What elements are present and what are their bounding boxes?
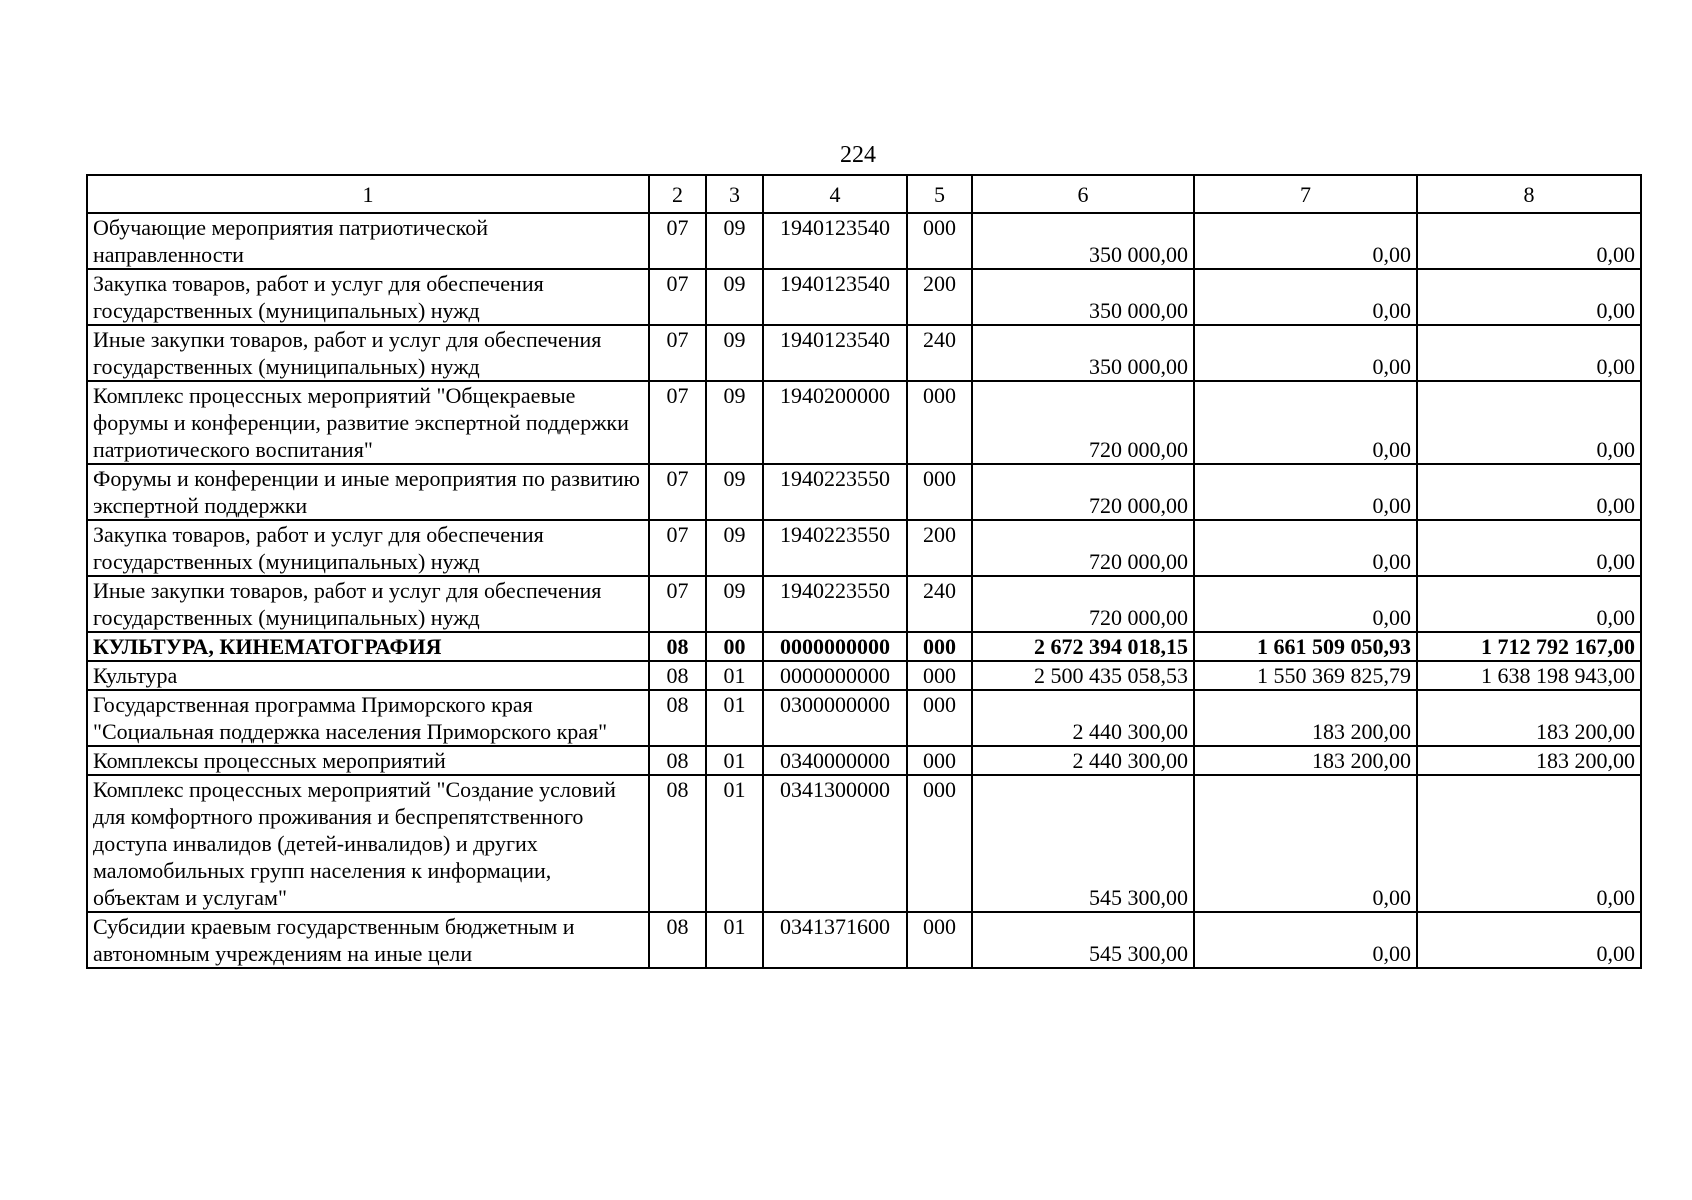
table-row [87, 325, 1641, 381]
target-article-code: 0341300000 [763, 775, 907, 912]
amount-col-6: 350 000,00 [972, 269, 1194, 325]
amount-col-6: 2 500 435 058,53 [972, 661, 1194, 690]
table-row [87, 213, 1641, 269]
amount-col-6: 350 000,00 [972, 325, 1194, 381]
section-code: 07 [649, 381, 706, 464]
column-number: 4 [763, 175, 907, 213]
table-row [87, 632, 1641, 661]
subsection-code: 01 [706, 775, 763, 912]
table-row [87, 520, 1641, 576]
amount-col-8: 1 712 792 167,00 [1417, 632, 1641, 661]
section-code: 08 [649, 775, 706, 912]
section-code: 08 [649, 690, 706, 746]
row-name: Иные закупки товаров, работ и услуг для обеспечения государственных (муниципальных) нужд [87, 576, 649, 632]
amount-col-7: 0,00 [1194, 520, 1417, 576]
expense-type-code: 000 [907, 464, 972, 520]
section-code: 07 [649, 325, 706, 381]
amount-col-7: 0,00 [1194, 576, 1417, 632]
subsection-code: 01 [706, 746, 763, 775]
amount-col-7: 1 661 509 050,93 [1194, 632, 1417, 661]
column-number: 8 [1417, 175, 1641, 213]
budget-table [86, 174, 1642, 969]
expense-type-code: 000 [907, 632, 972, 661]
row-name: КУЛЬТУРА, КИНЕМАТОГРАФИЯ [87, 632, 649, 661]
section-code: 07 [649, 464, 706, 520]
amount-col-7: 0,00 [1194, 213, 1417, 269]
row-name: Культура [87, 661, 649, 690]
target-article-code: 0000000000 [763, 632, 907, 661]
amount-col-6: 720 000,00 [972, 520, 1194, 576]
subsection-code: 09 [706, 381, 763, 464]
expense-type-code: 000 [907, 381, 972, 464]
section-code: 08 [649, 746, 706, 775]
target-article-code: 0341371600 [763, 912, 907, 968]
amount-col-8: 0,00 [1417, 464, 1641, 520]
section-code: 07 [649, 269, 706, 325]
subsection-code: 09 [706, 520, 763, 576]
column-number: 6 [972, 175, 1194, 213]
table-row [87, 381, 1641, 464]
expense-type-code: 000 [907, 746, 972, 775]
expense-type-code: 000 [907, 912, 972, 968]
row-name: Иные закупки товаров, работ и услуг для обеспечения государственных (муниципальных) нужд [87, 325, 649, 381]
subsection-code: 09 [706, 576, 763, 632]
subsection-code: 09 [706, 464, 763, 520]
column-number-row [87, 175, 1641, 213]
row-name: Комплексы процессных мероприятий [87, 746, 649, 775]
expense-type-code: 000 [907, 213, 972, 269]
amount-col-8: 0,00 [1417, 325, 1641, 381]
subsection-code: 01 [706, 912, 763, 968]
target-article-code: 1940200000 [763, 381, 907, 464]
column-number: 1 [87, 175, 649, 213]
page-number: 224 [840, 142, 876, 168]
table-row [87, 690, 1641, 746]
amount-col-7: 0,00 [1194, 464, 1417, 520]
table-row [87, 661, 1641, 690]
column-number: 2 [649, 175, 706, 213]
amount-col-8: 0,00 [1417, 520, 1641, 576]
amount-col-8: 0,00 [1417, 912, 1641, 968]
target-article-code: 1940223550 [763, 464, 907, 520]
amount-col-6: 350 000,00 [972, 213, 1194, 269]
target-article-code: 1940123540 [763, 325, 907, 381]
expense-type-code: 000 [907, 690, 972, 746]
subsection-code: 01 [706, 690, 763, 746]
amount-col-6: 545 300,00 [972, 775, 1194, 912]
table-row [87, 464, 1641, 520]
amount-col-8: 0,00 [1417, 381, 1641, 464]
amount-col-6: 2 672 394 018,15 [972, 632, 1194, 661]
subsection-code: 09 [706, 325, 763, 381]
target-article-code: 0340000000 [763, 746, 907, 775]
amount-col-7: 1 550 369 825,79 [1194, 661, 1417, 690]
subsection-code: 09 [706, 213, 763, 269]
row-name: Комплекс процессных мероприятий "Общекраевые форумы и конференции, развитие экспертной поддержки патриотического воспитания" [87, 381, 649, 464]
section-code: 08 [649, 912, 706, 968]
amount-col-8: 0,00 [1417, 576, 1641, 632]
amount-col-8: 1 638 198 943,00 [1417, 661, 1641, 690]
row-name: Закупка товаров, работ и услуг для обеспечения государственных (муниципальных) нужд [87, 269, 649, 325]
amount-col-7: 0,00 [1194, 325, 1417, 381]
table-row [87, 576, 1641, 632]
expense-type-code: 200 [907, 269, 972, 325]
row-name: Обучающие мероприятия патриотической направленности [87, 213, 649, 269]
target-article-code: 1940223550 [763, 520, 907, 576]
target-article-code: 0000000000 [763, 661, 907, 690]
expense-type-code: 240 [907, 325, 972, 381]
section-code: 07 [649, 576, 706, 632]
table-row [87, 775, 1641, 912]
row-name: Государственная программа Приморского края "Социальная поддержка населения Приморского края" [87, 690, 649, 746]
expense-type-code: 200 [907, 520, 972, 576]
subsection-code: 00 [706, 632, 763, 661]
target-article-code: 0300000000 [763, 690, 907, 746]
amount-col-8: 0,00 [1417, 213, 1641, 269]
row-name: Форумы и конференции и иные мероприятия по развитию экспертной поддержки [87, 464, 649, 520]
amount-col-6: 720 000,00 [972, 464, 1194, 520]
row-name: Закупка товаров, работ и услуг для обеспечения государственных (муниципальных) нужд [87, 520, 649, 576]
section-code: 08 [649, 661, 706, 690]
amount-col-7: 0,00 [1194, 381, 1417, 464]
amount-col-6: 2 440 300,00 [972, 746, 1194, 775]
amount-col-7: 183 200,00 [1194, 746, 1417, 775]
row-name: Субсидии краевым государственным бюджетным и автономным учреждениям на иные цели [87, 912, 649, 968]
amount-col-8: 183 200,00 [1417, 746, 1641, 775]
amount-col-8: 183 200,00 [1417, 690, 1641, 746]
subsection-code: 09 [706, 269, 763, 325]
table-body [87, 175, 1641, 968]
target-article-code: 1940123540 [763, 213, 907, 269]
expense-type-code: 000 [907, 661, 972, 690]
amount-col-7: 0,00 [1194, 269, 1417, 325]
amount-col-6: 2 440 300,00 [972, 690, 1194, 746]
section-code: 07 [649, 213, 706, 269]
target-article-code: 1940223550 [763, 576, 907, 632]
section-code: 08 [649, 632, 706, 661]
expense-type-code: 240 [907, 576, 972, 632]
target-article-code: 1940123540 [763, 269, 907, 325]
amount-col-8: 0,00 [1417, 269, 1641, 325]
section-code: 07 [649, 520, 706, 576]
amount-col-6: 720 000,00 [972, 576, 1194, 632]
table-row [87, 912, 1641, 968]
table-row [87, 269, 1641, 325]
column-number: 5 [907, 175, 972, 213]
column-number: 7 [1194, 175, 1417, 213]
amount-col-6: 720 000,00 [972, 381, 1194, 464]
amount-col-6: 545 300,00 [972, 912, 1194, 968]
amount-col-8: 0,00 [1417, 775, 1641, 912]
column-number: 3 [706, 175, 763, 213]
amount-col-7: 183 200,00 [1194, 690, 1417, 746]
amount-col-7: 0,00 [1194, 775, 1417, 912]
row-name: Комплекс процессных мероприятий "Создание условий для комфортного проживания и беспрепятственного доступа инвалидов (детей-инвалидов) и других маломобильных групп населения к информации, объектам и услугам" [87, 775, 649, 912]
amount-col-7: 0,00 [1194, 912, 1417, 968]
expense-type-code: 000 [907, 775, 972, 912]
table-row [87, 746, 1641, 775]
subsection-code: 01 [706, 661, 763, 690]
